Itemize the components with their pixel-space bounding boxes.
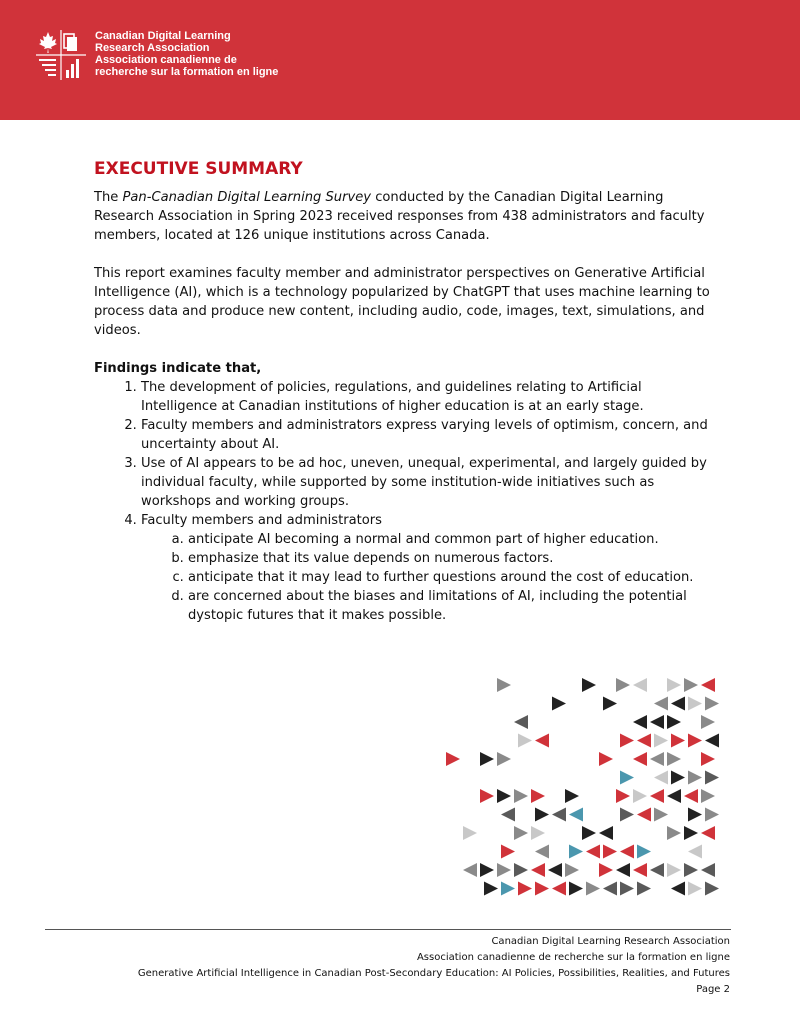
triangle-shape (701, 826, 715, 840)
description-paragraph: This report examines faculty member and administrator perspectives on Generative Artificial Intelligence (AI), which is a technology popularized by ChatGPT that uses machine learning to process data and produce new content, including audio, code, images, text, simulations, and videos. (94, 266, 710, 338)
triangle-shape (531, 789, 545, 803)
triangle-shape (603, 882, 617, 896)
triangle-shape (599, 752, 613, 766)
sub-finding-item: b. emphasize that its value depends on numerous factors. (188, 549, 714, 568)
triangle-shape (586, 882, 600, 896)
sub-finding-item: c. anticipate that it may lead to further questions around the cost of education. (188, 568, 714, 587)
triangle-shape (654, 697, 668, 711)
triangle-shape (497, 752, 511, 766)
triangle-shape (701, 863, 715, 877)
triangle-shape (569, 845, 583, 859)
triangle-shape (701, 752, 715, 766)
intro-paragraph (94, 188, 714, 245)
triangle-shape (599, 826, 613, 840)
main-content (94, 158, 714, 625)
triangle-shape (637, 845, 651, 859)
page-footer (138, 934, 730, 998)
triangle-shape (497, 789, 511, 803)
intro-text: conducted by the Canadian Digital Learning Research Association in Spring 2023 received responses from 438 administrators and faculty members, located at 126 unique institutions across Canada. (94, 190, 705, 243)
org-name-line: Association canadienne de (95, 54, 237, 66)
triangle-shape (518, 882, 532, 896)
triangle-shape (616, 863, 630, 877)
triangle-shape (514, 715, 528, 729)
page-title: EXECUTIVE SUMMARY (94, 159, 303, 179)
triangle-shape (654, 808, 668, 822)
triangle-shape (620, 734, 634, 748)
triangle-shape (667, 789, 681, 803)
triangle-shape (463, 863, 477, 877)
triangle-shape (701, 678, 715, 692)
triangle-shape (501, 808, 515, 822)
triangle-shape (633, 789, 647, 803)
triangle-shape (667, 715, 681, 729)
triangle-shape (531, 863, 545, 877)
triangle-shape (650, 789, 664, 803)
triangle-shape (518, 734, 532, 748)
triangle-shape (637, 734, 651, 748)
triangle-shape (650, 715, 664, 729)
triangle-shape (684, 826, 698, 840)
triangle-shape (531, 826, 545, 840)
triangle-shape (705, 808, 719, 822)
triangle-shape (667, 863, 681, 877)
triangle-shape (650, 752, 664, 766)
cdlra-logo-icon (36, 30, 86, 80)
triangle-shape (688, 808, 702, 822)
triangle-shape (688, 697, 702, 711)
sub-finding-item: a. anticipate AI becoming a normal and common part of higher education. (188, 530, 714, 549)
triangle-shape (548, 863, 562, 877)
triangle-shape (535, 882, 549, 896)
triangle-shape (616, 789, 630, 803)
triangle-shape (586, 845, 600, 859)
finding-item (141, 511, 714, 625)
header-banner (0, 0, 800, 120)
triangle-shape (565, 789, 579, 803)
org-name-line: recherche sur la formation en ligne (95, 66, 279, 78)
footer-report-title: Generative Artificial Intelligence in Canadian Post-Secondary Education: AI Policies, Possibilities, Realities, and Futures (137, 968, 730, 979)
triangle-shape (620, 882, 634, 896)
triangle-shape (582, 826, 596, 840)
triangle-pattern-decoration (395, 678, 725, 908)
triangle-shape (633, 863, 647, 877)
triangle-shape (688, 845, 702, 859)
triangle-shape (484, 882, 498, 896)
triangle-shape (637, 882, 651, 896)
finding-item: 3. Use of AI appears to be ad hoc, uneven, unequal, experimental, and largely guided by individual faculty, while supported by some institution-wide initiatives such as workshops and working groups. (141, 454, 714, 511)
triangle-shape (514, 789, 528, 803)
triangle-shape (552, 808, 566, 822)
triangle-shape (633, 678, 647, 692)
triangle-shape (535, 734, 549, 748)
triangle-shape (480, 752, 494, 766)
triangle-shape (705, 697, 719, 711)
org-name (95, 30, 278, 78)
findings-list (94, 378, 714, 625)
sub-finding-item: d. are concerned about the biases and limitations of AI, including the potential dystopic futures that it makes possible. (188, 587, 714, 625)
triangle-shape (637, 808, 651, 822)
triangle-shape (705, 882, 719, 896)
finding-item: 1. The development of policies, regulations, and guidelines relating to Artificial Intelligence at Canadian institutions of higher education is at an early stage. (141, 378, 714, 416)
triangle-shape (514, 826, 528, 840)
footer-org-en: Canadian Digital Learning Research Association (491, 936, 730, 947)
survey-name: Pan-Canadian Digital Learning Survey (122, 190, 372, 205)
triangle-shape (620, 845, 634, 859)
triangle-shape (633, 752, 647, 766)
triangle-shape (667, 826, 681, 840)
triangle-shape (633, 715, 647, 729)
triangle-shape (684, 678, 698, 692)
triangle-shape (552, 882, 566, 896)
triangle-shape (616, 678, 630, 692)
footer-divider (45, 929, 731, 930)
triangle-shape (705, 771, 719, 785)
triangle-shape (569, 882, 583, 896)
triangle-shape (501, 882, 515, 896)
triangle-shape (688, 771, 702, 785)
triangle-shape (650, 863, 664, 877)
triangle-shape (684, 863, 698, 877)
triangle-shape (514, 863, 528, 877)
triangle-shape (497, 678, 511, 692)
triangle-shape (667, 678, 681, 692)
org-name-line: Research Association (95, 42, 210, 54)
triangle-shape (667, 752, 681, 766)
finding-item-label: Faculty members and administrators (141, 513, 383, 528)
sub-findings-list (141, 530, 714, 625)
findings-heading: Findings indicate that, (94, 361, 262, 376)
triangle-shape (599, 863, 613, 877)
triangle-shape (603, 845, 617, 859)
triangle-shape (463, 826, 477, 840)
intro-text: The (94, 190, 123, 205)
triangle-shape (535, 845, 549, 859)
finding-item: 2. Faculty members and administrators express varying levels of optimism, concern, and uncertainty about AI. (141, 416, 714, 454)
triangle-shape (671, 734, 685, 748)
triangle-shape (501, 845, 515, 859)
triangle-shape (671, 697, 685, 711)
triangle-shape (603, 697, 617, 711)
triangle-shape (480, 863, 494, 877)
footer-org-fr: Association canadienne de recherche sur la formation en ligne (416, 952, 730, 963)
triangle-shape (582, 678, 596, 692)
triangle-shape (701, 789, 715, 803)
triangle-shape (535, 808, 549, 822)
triangle-shape (654, 771, 668, 785)
triangle-shape (701, 715, 715, 729)
triangle-shape (684, 789, 698, 803)
triangle-shape (446, 752, 460, 766)
page-number: Page 2 (696, 984, 730, 995)
triangle-shape (569, 808, 583, 822)
triangle-shape (552, 697, 566, 711)
triangle-shape (688, 734, 702, 748)
triangle-shape (565, 863, 579, 877)
triangle-shape (497, 863, 511, 877)
triangle-shape (654, 734, 668, 748)
triangle-shape (671, 882, 685, 896)
triangle-shape (671, 771, 685, 785)
triangle-shape (480, 789, 494, 803)
triangle-shape (705, 734, 719, 748)
triangle-shape (620, 771, 634, 785)
triangle-shape (688, 882, 702, 896)
org-name-line: Canadian Digital Learning (95, 30, 231, 42)
triangle-shape (620, 808, 634, 822)
